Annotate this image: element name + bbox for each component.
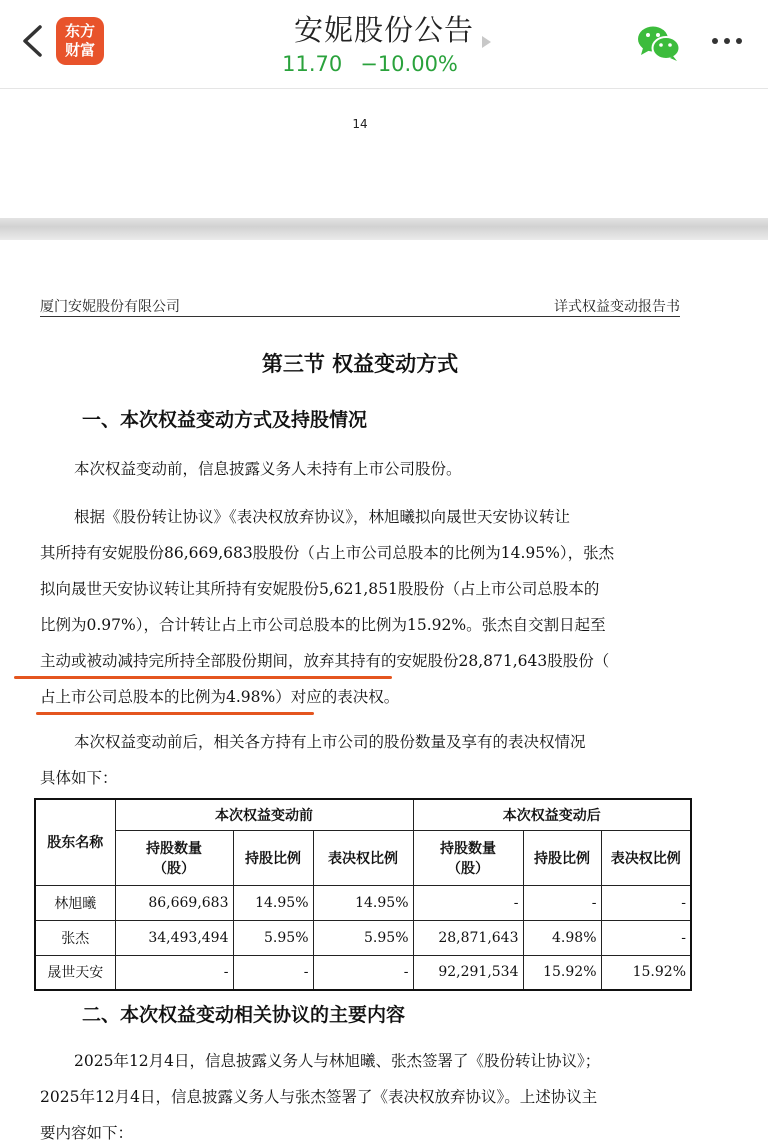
cell-ratio-before: -	[233, 955, 313, 990]
table-row	[35, 955, 691, 990]
cell-shares-before: 86,669,683	[115, 885, 233, 920]
expand-arrow-icon[interactable]	[482, 36, 491, 48]
table-row	[35, 920, 691, 955]
table-header-after: 本次权益变动后	[413, 799, 691, 830]
cell-name: 晟世天安	[35, 955, 115, 990]
doc-header-company: 厦门安妮股份有限公司	[40, 299, 180, 315]
cell-shares-before: -	[115, 955, 233, 990]
cell-name: 张杰	[35, 920, 115, 955]
app-bar	[0, 0, 768, 88]
highlight-underline	[14, 676, 392, 679]
page-number: 14	[352, 117, 368, 131]
cell-ratio-before: 5.95%	[233, 920, 313, 955]
cell-ratio-after: 15.92%	[523, 955, 601, 990]
app-bar-divider	[0, 88, 768, 89]
header-shares-label: 持股数量	[146, 840, 202, 857]
table-row	[35, 885, 691, 920]
paragraph-line: 主动或被动减持完所持全部股份期间，放弃其持有的安妮股份28,871,643股股份（	[40, 652, 610, 670]
cell-vote-before: 5.95%	[313, 920, 413, 955]
table-header-shares-after	[413, 830, 523, 885]
section-title: 第三节 权益变动方式	[261, 352, 459, 376]
table-header-vote-before: 表决权比例	[313, 830, 413, 885]
paragraph-line: 本次权益变动前后，相关各方持有上市公司的股份数量及享有的表决权情况	[74, 733, 586, 751]
paragraph-line: 要内容如下：	[40, 1124, 134, 1142]
page-title: 安妮股份公告	[293, 13, 474, 47]
paragraph-line: 2025年12月4日，信息披露义务人与张杰签署了《表决权放弃协议》。上述协议主	[40, 1088, 598, 1106]
table-header-before: 本次权益变动前	[115, 799, 413, 830]
cell-shares-after: -	[413, 885, 523, 920]
wechat-share-icon[interactable]	[637, 24, 681, 62]
paragraph-line: 拟向晟世天安协议转让其所持有安妮股份5,621,851股股份（占上市公司总股本的	[40, 580, 600, 598]
cell-vote-before: -	[313, 955, 413, 990]
header-shares-label: 持股数量	[440, 840, 496, 857]
paragraph-line: 其所持有安妮股份86,669,683股股份（占上市公司总股本的比例为14.95%），张杰	[40, 544, 615, 562]
more-options-icon[interactable]	[710, 34, 744, 48]
cell-ratio-after: 4.98%	[523, 920, 601, 955]
stock-quote	[0, 52, 740, 76]
paragraph-line: 占上市公司总股本的比例为4.98%）对应的表决权。	[40, 688, 400, 706]
logo-text-line1: 东方	[64, 22, 95, 40]
paragraph-line: 比例为0.97%），合计转让占上市公司总股本的比例为15.92%。张杰自交割日起至	[40, 616, 606, 634]
highlight-underline	[36, 712, 314, 715]
table-header-row	[35, 830, 691, 885]
cell-vote-after: -	[601, 885, 691, 920]
header-shares-unit: （股）	[447, 860, 489, 877]
doc-header-rule	[40, 316, 680, 317]
table-header-ratio-before: 持股比例	[233, 830, 313, 885]
cell-vote-after: 15.92%	[601, 955, 691, 990]
paragraph-line: 2025年12月4日，信息披露义务人与林旭曦、张杰签署了《股份转让协议》；	[74, 1052, 601, 1070]
table-header-row	[35, 799, 691, 830]
cell-ratio-before: 14.95%	[233, 885, 313, 920]
cell-ratio-after: -	[523, 885, 601, 920]
subtitle-2: 二、本次权益变动相关协议的主要内容	[82, 1004, 406, 1026]
page-separator	[0, 218, 768, 240]
cell-shares-after: 92,291,534	[413, 955, 523, 990]
table-header-vote-after: 表决权比例	[601, 830, 691, 885]
subtitle-1: 一、本次权益变动方式及持股情况	[82, 409, 368, 431]
shareholding-table	[34, 798, 692, 991]
table-header-shares-before	[115, 830, 233, 885]
paragraph-line: 本次权益变动前，信息披露义务人未持有上市公司股份。	[74, 460, 462, 478]
table-header-name: 股东名称	[35, 799, 115, 885]
stock-change-percent: −10.00%	[360, 52, 458, 76]
header-shares-unit: （股）	[153, 860, 195, 877]
table-header-ratio-after: 持股比例	[523, 830, 601, 885]
stock-price: 11.70	[282, 52, 343, 76]
paragraph-line: 根据《股份转让协议》《表决权放弃协议》，林旭曦拟向晟世天安协议转让	[74, 508, 571, 526]
cell-name: 林旭曦	[35, 885, 115, 920]
paragraph-line: 具体如下：	[40, 769, 118, 787]
cell-vote-after: -	[601, 920, 691, 955]
doc-header-report: 详式权益变动报告书	[554, 299, 680, 315]
cell-shares-after: 28,871,643	[413, 920, 523, 955]
logo-text-line2: 财富	[64, 41, 95, 59]
cell-vote-before: 14.95%	[313, 885, 413, 920]
cell-shares-before: 34,493,494	[115, 920, 233, 955]
